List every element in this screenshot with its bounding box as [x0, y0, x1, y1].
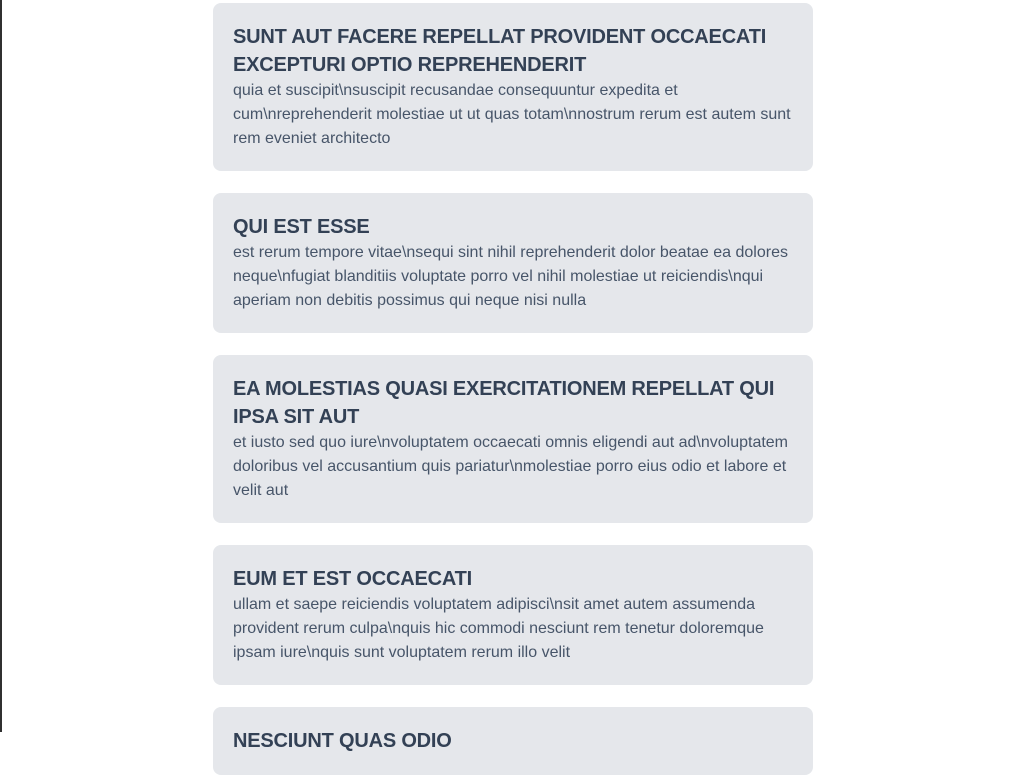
post-title: EUM ET EST OCCAECATI — [233, 568, 472, 590]
post-body: quia et suscipit\nsuscipit recusandae consequuntur expedita et cum\nreprehenderit molestiae ut ut quas totam\nnostrum rerum est autem sunt rem eveniet architecto — [233, 82, 791, 147]
post-card — [213, 193, 813, 333]
post-title: EA MOLESTIAS QUASI EXERCITATIONEM REPELLAT QUI IPSA SIT AUT — [233, 378, 775, 428]
post-body: est rerum tempore vitae\nsequi sint nihil reprehenderit dolor beatae ea dolores neque\nfugiat blanditiis voluptate porro vel nihil molestiae ut reiciendis\nqui aperiam non debitis possimus qui neque nisi nulla — [233, 244, 788, 309]
post-card — [213, 3, 813, 171]
post-body: ullam et saepe reiciendis voluptatem adipisci\nsit amet autem assumenda provident rerum culpa\nquis hic commodi nesciunt rem tenetur doloremque ipsam iure\nquis sunt voluptatem rerum illo velit — [233, 596, 764, 661]
post-body: et iusto sed quo iure\nvoluptatem occaecati omnis eligendi aut ad\nvoluptatem doloribus vel accusantium quis pariatur\nmolestiae porro eius odio et labore et velit aut — [233, 434, 789, 499]
post-title: NESCIUNT QUAS ODIO — [233, 730, 452, 752]
post-card — [213, 545, 813, 685]
post-card — [213, 707, 813, 775]
post-title: QUI EST ESSE — [233, 216, 370, 238]
post-title: SUNT AUT FACERE REPELLAT PROVIDENT OCCAECATI EXCEPTURI OPTIO REPREHENDERIT — [233, 26, 767, 76]
left-window-edge — [0, 0, 2, 732]
post-card — [213, 355, 813, 523]
posts-list — [213, 0, 813, 775]
